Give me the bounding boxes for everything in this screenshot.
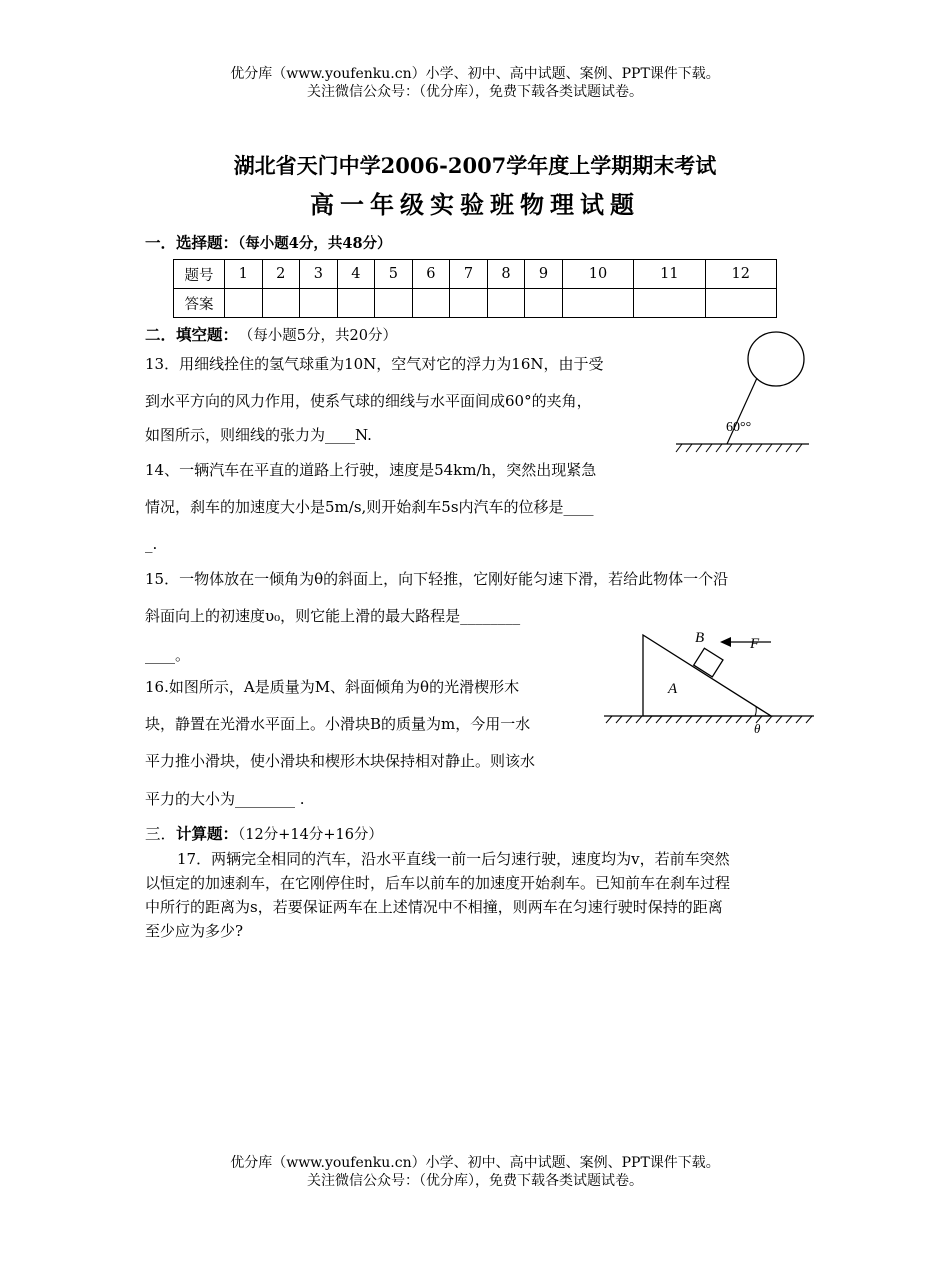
q14-line-3: _.	[145, 535, 158, 553]
label-theta: θ	[754, 721, 761, 736]
table-row-answers	[174, 289, 777, 318]
answer-cell[interactable]	[450, 289, 488, 318]
q17-line-4: 至少应为多少?	[145, 922, 244, 940]
footer-line-2: 关注微信公众号：（优分库），免费下载各类试题试卷。	[307, 1173, 643, 1189]
q14-line-1: 14、一辆汽车在平直的道路上行驶，速度是54km/h，突然出现紧急	[145, 461, 597, 479]
answer-cell[interactable]	[525, 289, 563, 318]
section-2-heading	[145, 323, 397, 345]
q17-line-2: 以恒定的加速刹车，在它刚停住时，后车以前车的加速度开始刹车。已知前车在刹车过程	[145, 874, 731, 892]
force-arrowhead-icon	[720, 637, 731, 647]
q17-line-1: 17．两辆完全相同的汽车，沿水平直线一前一后匀速行驶，速度均为v，若前车突然	[177, 850, 730, 868]
section-3-heading	[145, 822, 383, 844]
answer-cell[interactable]	[634, 289, 705, 318]
table-row-numbers	[174, 260, 777, 289]
table-cell-number: 11	[634, 260, 705, 289]
label-a: A	[668, 681, 678, 697]
table-cell-number: 4	[337, 260, 375, 289]
q15-line-2: 斜面向上的初速度υ₀，则它能上滑的最大路程是________	[145, 607, 521, 625]
section-3-note: （12分+14分+16分）	[238, 827, 383, 843]
table-cell-number: 9	[525, 260, 563, 289]
q13-line-3: 如图所示，则细线的张力为____N.	[145, 426, 372, 444]
section-3-number: 三．	[145, 825, 177, 843]
section-2-title: 二．填空题：	[145, 325, 239, 344]
table-label-answer: 答案	[174, 289, 225, 318]
q16-line-4: 平力的大小为________ .	[145, 790, 305, 808]
table-cell-number: 2	[262, 260, 300, 289]
answer-cell[interactable]	[262, 289, 300, 318]
answer-cell[interactable]	[375, 289, 413, 318]
q15-line-1: 15．一物体放在一倾角为θ的斜面上，向下轻推，它刚好能匀速下滑，若给此物体一个沿	[145, 570, 729, 588]
wedge-figure	[600, 620, 820, 740]
header-line-1: 优分库（www.youfenku.cn）小学、初中、高中试题、案例、PPT课件下载。	[230, 66, 720, 82]
section-1-note: （每小题4分，共48分）	[238, 235, 392, 252]
answer-cell[interactable]	[225, 289, 263, 318]
q14-line-2: 情况，刹车的加速度大小是5m/s,则开始刹车5s内汽车的位移是____	[145, 498, 594, 516]
table-cell-number: 8	[487, 260, 525, 289]
q13-line-1: 13．用细线拴住的氢气球重为10N，空气对它的浮力为16N，由于受	[145, 355, 604, 373]
exam-subtitle: 高一年级实验班物理试题	[310, 190, 640, 219]
q16-line-1: 16.如图所示，A是质量为M、斜面倾角为θ的光滑楔形木	[145, 678, 520, 696]
section-2-note: （每小题5分，共20分）	[246, 328, 397, 344]
angle-arc	[755, 707, 756, 716]
answer-cell[interactable]	[705, 289, 777, 318]
table-cell-number: 12	[705, 260, 777, 289]
table-cell-number: 7	[450, 260, 488, 289]
balloon-figure	[670, 328, 815, 458]
answer-cell[interactable]	[412, 289, 450, 318]
exam-title: 湖北省天门中学2006-2007学年度上学期期末考试	[233, 153, 717, 178]
section-3-title: 计算题：	[176, 824, 239, 843]
answer-table	[173, 259, 777, 318]
block-shape	[694, 648, 723, 677]
table-cell-number: 6	[412, 260, 450, 289]
q16-line-3: 平力推小滑块，使小滑块和楔形木块保持相对静止。则该水	[145, 752, 536, 770]
section-1-title: 一．选择题：	[145, 233, 239, 252]
table-cell-number: 5	[375, 260, 413, 289]
table-label-number: 题号	[174, 260, 225, 289]
label-f: F	[750, 636, 760, 652]
table-cell-number: 1	[225, 260, 263, 289]
angle-label: 60°°	[726, 420, 752, 435]
q15-line-3: ____。	[145, 646, 191, 664]
footer-line-1: 优分库（www.youfenku.cn）小学、初中、高中试题、案例、PPT课件下载。	[230, 1155, 720, 1171]
answer-cell[interactable]	[487, 289, 525, 318]
answer-cell[interactable]	[562, 289, 633, 318]
table-cell-number: 3	[300, 260, 338, 289]
answer-cell[interactable]	[300, 289, 338, 318]
section-1-heading	[145, 231, 392, 253]
q13-line-2: 到水平方向的风力作用，使系气球的细线与水平面间成60°的夹角，	[145, 392, 592, 410]
header-line-2: 关注微信公众号：（优分库），免费下载各类试题试卷。	[307, 84, 643, 100]
q17-line-3: 中所行的距离为s，若要保证两车在上述情况中不相撞，则两车在匀速行驶时保持的距离	[145, 898, 723, 916]
table-cell-number: 10	[562, 260, 633, 289]
answer-cell[interactable]	[337, 289, 375, 318]
q16-line-2: 块，静置在光滑水平面上。小滑块B的质量为m，今用一水	[145, 715, 531, 733]
label-b: B	[695, 630, 705, 646]
